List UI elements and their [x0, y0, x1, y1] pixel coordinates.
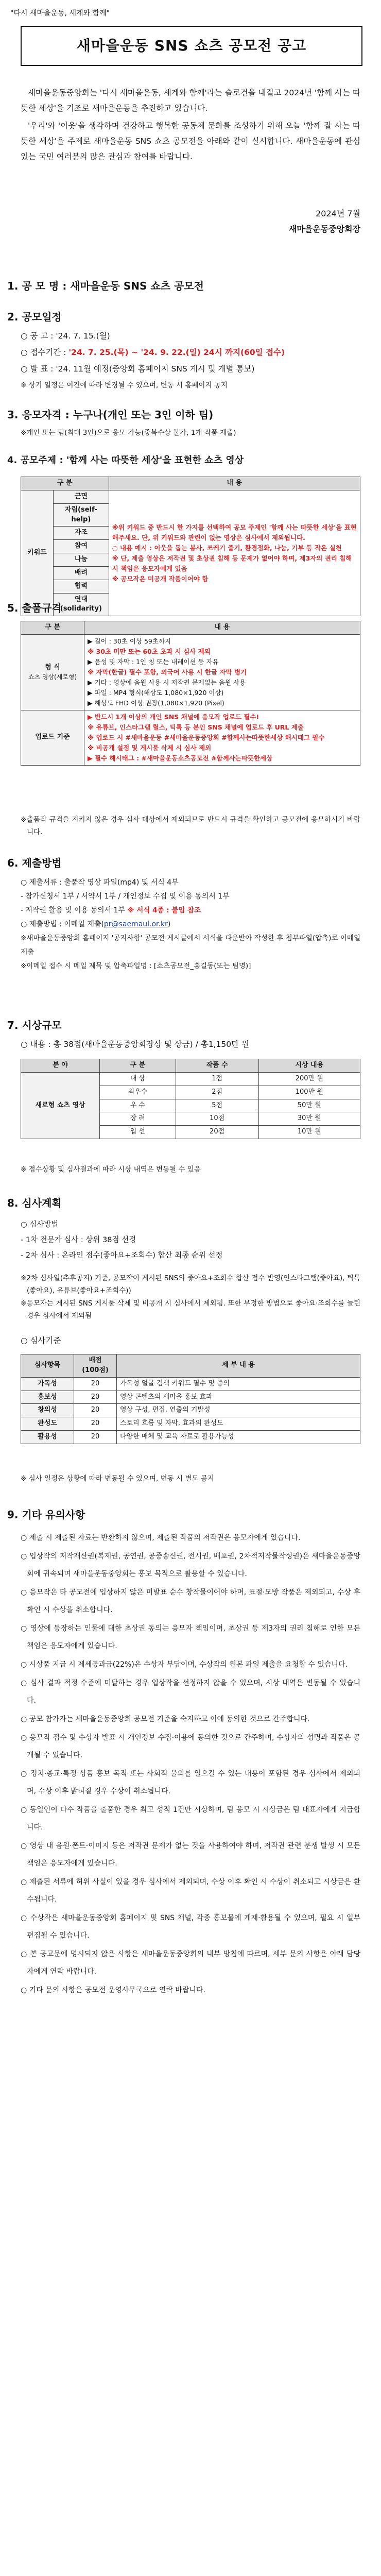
criteria-note: ※ 심사 일정은 상황에 따라 변동될 수 있으며, 변동 시 별도 공지 — [21, 1475, 214, 1483]
schedule-announce: ○ 공 고 : '24. 7. 15.(월) — [21, 331, 110, 341]
format-header-category: 구 분 — [21, 621, 84, 635]
page-title: 새마을운동 SNS 쇼츠 공모전 공고 — [21, 26, 362, 66]
tagline: "다시 새마을운동, 세계와 함께" — [10, 9, 110, 18]
notice-date: 2024년 7월 — [316, 209, 360, 218]
criteria-score: 20 — [74, 1404, 117, 1417]
keyword-cell: 나눔 — [54, 553, 109, 567]
award-table — [21, 1059, 360, 1139]
criteria-score: 20 — [74, 1377, 117, 1391]
note-item: ○ 본 공고문에 명시되지 않은 사항은 새마을운동중앙회의 내부 방침에 따르며, 세부 문의 사항은 아래 담당자에게 연락 바랍니다. — [21, 1950, 360, 1976]
award-count: 5점 — [176, 1099, 258, 1112]
schedule-submission: ○ 접수기간 : '24. 7. 25.(목) ~ '24. 9. 22.(일) 24시 까지(60일 접수) — [21, 348, 285, 357]
award-prize: 100만 원 — [258, 1086, 360, 1099]
criteria-item: 창의성 — [21, 1404, 74, 1417]
submission-note-1: ※새마을운동중앙회 홈페이지 '공지사항' 공모전 게시글에서 서식을 다운받아 작성한 후 첨부파일(압축)로 이메일 제출 — [21, 934, 360, 956]
award-count: 10점 — [176, 1112, 258, 1126]
criteria-detail: 영상 구성, 편집, 연출의 기발성 — [117, 1404, 360, 1417]
award-header: 작품 수 — [176, 1059, 258, 1073]
note-item: ○ 응모작은 타 공모전에 입상하지 않은 미발표 순수 창작물이어야 하며, 표절·모방 작품은 제외되고, 수상 후 확인 시 수상을 취소합니다. — [21, 1588, 360, 1614]
note-item: ○ 영상 내 음원·폰트·이미지 등은 저작권 문제가 없는 것을 사용하여야 하며, 저작권 관련 분쟁 발생 시 모든 책임은 응모자에게 있습니다. — [21, 1842, 360, 1868]
section-8-heading: 8. 심사계획 — [7, 1197, 62, 1209]
section-4-heading: 4. 공모주제 : '함께 사는 따뜻한 세상'을 표현한 쇼츠 영상 — [7, 455, 244, 466]
award-summary: ○ 내용 : 총 38점(새마을운동중앙회장상 및 상금) / 총1,150만 원 — [21, 1040, 249, 1049]
submission-docs-list-1: - 참가신청서 1부 / 서약서 1부 / 개인정보 수집 및 이용 동의서 1부 — [21, 892, 230, 901]
keyword-cell: 자립(self-help) — [54, 503, 109, 527]
criteria-detail: 가독성 얼굴 검색 키워드 필수 및 중의 — [117, 1377, 360, 1391]
note-item: ○ 동일인이 다수 작품을 출품한 경우 최고 성적 1건만 시상하며, 팀 응모 시 시상금은 팀 대표자에게 지급합니다. — [21, 1806, 360, 1832]
award-rank: 입 선 — [100, 1126, 176, 1139]
note-item: ○ 제출된 서류에 허위 사실이 있을 경우 심사에서 제외되며, 수상 이후 확인 시 수상이 취소되고 시상금은 환수됩니다. — [21, 1878, 360, 1904]
eligibility-note: ※개인 또는 팀(최대 3인)으로 응모 가능(중복수상 불가, 1개 작품 제출) — [21, 429, 236, 437]
review-notes: ※2차 심사일(추후공지) 기준, 공모작이 게시된 SNS의 좋아요+조회수 합산 점수 반영(인스타그램(좋아요), 틱톡(좋아요), 유튜브(좋아요+조회수)) ※응모자는 게시된 SNS 게시물 삭제 및 비공개 시 심사에서 제외됨. 또한 부정한 방법으로 좋아요·조회수를 늘린 경우 심사에서 제외됨 — [21, 1274, 360, 1320]
note-item: ○ 영상에 등장하는 인물에 대한 초상권 동의는 응모자 책임이며, 초상권 등 제3자의 권리 침해로 인한 모든 책임은 응모자에게 있습니다. — [21, 1624, 360, 1650]
criteria-score: 20 — [74, 1417, 117, 1431]
format-note: ※출품작 규격을 지키지 않은 경우 심사 대상에서 제외되므로 반드시 규격을 확인하고 공모전에 응모하시기 바랍니다. — [21, 816, 360, 836]
criteria-header: 배점 (100점) — [74, 1354, 117, 1378]
award-header: 구 분 — [100, 1059, 176, 1073]
review-method: ○ 심사방법 - 1차 전문가 심사 : 상위 38점 선정 - 2차 심사 : 온라인 점수(좋아요+조회수) 합산 최종 순위 선정 — [21, 1221, 223, 1260]
submission-details — [21, 876, 360, 973]
format-row-label: 형 식 쇼츠 영상(세로형) — [21, 634, 84, 710]
section-2-heading: 2. 공모일정 — [7, 311, 62, 323]
award-header: 시상 내용 — [258, 1059, 360, 1073]
note-item: ○ 심사 결과 적정 수준에 미달하는 경우 입상작을 선정하지 않을 수 있으며, 시상 내역은 변동될 수 있습니다. — [21, 1679, 360, 1705]
submission-note-2: ※이메일 접수 시 메일 제목 및 압축파일명 : [쇼츠공모전_홍길동(또는 팀명)] — [21, 962, 251, 970]
theme-table — [21, 477, 360, 616]
intro — [21, 85, 360, 164]
notes-list — [21, 1529, 360, 2000]
signature — [289, 206, 360, 237]
note-item: ○ 공모 참가자는 새마을운동중앙회 공모전 기준을 숙지하고 이에 동의한 것으로 간주합니다. — [21, 1715, 310, 1723]
criteria-header: 심사항목 — [21, 1354, 74, 1378]
format-table — [21, 621, 360, 766]
note-item: ○ 정치·종교·특정 상품 홍보 목적 또는 사회적 물의를 일으킬 수 있는 내용이 포함된 경우 심사에서 제외되며, 수상 이후 밝혀질 경우 수상이 취소됩니다. — [21, 1770, 360, 1795]
organization: 새마을운동중앙회장 — [288, 224, 360, 234]
theme-keyword-group: 키워드 — [21, 490, 54, 616]
criteria-item: 가독성 — [21, 1377, 74, 1391]
submission-docs: ○ 제출서류 : 출품작 영상 파일(mp4) 및 서식 4부 — [21, 878, 179, 887]
award-header: 분 야 — [21, 1059, 100, 1073]
criteria-score: 20 — [74, 1391, 117, 1404]
award-rank: 우 수 — [100, 1099, 176, 1112]
award-prize: 200만 원 — [258, 1072, 360, 1086]
section-1-heading: 1. 공 모 명 : 새마을운동 SNS 쇼츠 공모전 — [7, 280, 204, 292]
section-7-heading: 7. 시상규모 — [7, 1019, 62, 1031]
criteria-item: 홍보성 — [21, 1391, 74, 1404]
schedule-result: ○ 발 표 : '24. 11월 예정(중앙회 홈페이지 SNS 게시 및 개별 통보) — [21, 364, 255, 374]
keyword-cell: 배려 — [54, 566, 109, 580]
criteria-detail: 다양한 매체 및 교육 자료로 활용가능성 — [117, 1431, 360, 1444]
award-prize: 30만 원 — [258, 1112, 360, 1126]
submission-method: ○ 제출방법 : 이메일 제출(pr@saemaul.or.kr) — [21, 920, 171, 928]
criteria-item: 활용성 — [21, 1431, 74, 1444]
note-item: ○ 응모작 접수 및 수상자 발표 시 개인정보 수집·이용에 동의한 것으로 간주하며, 수상자의 성명과 작품은 공개될 수 있습니다. — [21, 1734, 360, 1759]
note-item: ○ 제출 시 제출된 자료는 반환하지 않으며, 제출된 작품의 저작권은 응모자에게 있습니다. — [21, 1534, 301, 1542]
keyword-cell: 자조 — [54, 527, 109, 540]
upload-row-label: 업로드 기준 — [21, 710, 84, 765]
criteria-detail: 스토리 흐름 및 자막, 효과의 완성도 — [117, 1417, 360, 1431]
note-item: ○ 시상품 지급 시 제세공과금(22%)은 수상자 부담이며, 수상작의 원본 파일 제출을 요청할 수 있습니다. — [21, 1660, 348, 1669]
criteria-table — [21, 1354, 360, 1444]
theme-header-content: 내 용 — [109, 477, 360, 490]
section-9-heading: 9. 기타 유의사항 — [7, 1509, 85, 1521]
format-row-content: ▶ 길이 : 30초 이상 59초까지 ※ 30초 미만 또는 60초 초과 시 심사 제외 ▶ 음성 및 자막 : 1인 칭 또는 내레이션 등 자유 ※ 자막(한글) 필수 포함, 외국어 사용 시 한글 자막 병기 ▶ 기타 : 영상에 음원 사용 시 저작권 문제없는 음원 사용 ▶ 파일 : MP4 형식(해상도 1,080×1,920 이상) ▶ 해상도 FHD 이상 권장(1,080×1,920 (Pixel) — [84, 634, 360, 710]
keyword-cell: 연대(solidarity) — [54, 593, 109, 616]
intro-paragraph-2: '우리'와 '이웃'을 생각하며 건강하고 행복한 공동체 문화를 조성하기 위해 오늘 '함께 잘 사는 따뜻한 세상'을 주제로 새마을운동 SNS 쇼츠 공모전을 아래와 같이 실시합니다. 새마을운동에 관심 있는 국민 여러분의 많은 관심과 참여를 바랍니다. — [21, 121, 360, 161]
format-header-content: 내 용 — [84, 621, 360, 635]
criteria-score: 20 — [74, 1431, 117, 1444]
keyword-cell: 근면 — [54, 490, 109, 503]
note-item: ○ 수상작은 새마을운동중앙회 홈페이지 및 SNS 채널, 각종 홍보물에 게재·활용될 수 있으며, 필요 시 일부 편집될 수 있습니다. — [21, 1914, 360, 1940]
award-rank: 대 상 — [100, 1072, 176, 1086]
intro-paragraph-1: 새마을운동중앙회는 '다시 새마을운동, 세계와 함께'라는 슬로건을 내걸고 2024년 '함께 사는 따뜻한 세상'을 기조로 새마을운동을 추진하고 있습니다. — [21, 88, 360, 113]
note-item: ○ 입상작의 저작재산권(복제권, 공연권, 공중송신권, 전시권, 배포권, 2차적저작물작성권)은 새마을운동중앙회에 귀속되며 새마을운동중앙회는 홍보 목적으로 활용할 수 있습니다. — [21, 1552, 360, 1578]
review-criteria-title: ○ 심사기준 — [21, 1336, 61, 1345]
award-rank: 장 려 — [100, 1112, 176, 1126]
award-note: ※ 접수상황 및 심사결과에 따라 시상 내역은 변동될 수 있음 — [21, 1165, 201, 1174]
award-prize: 10만 원 — [258, 1126, 360, 1139]
criteria-header: 세 부 내 용 — [117, 1354, 360, 1378]
criteria-item: 완성도 — [21, 1417, 74, 1431]
award-prize: 50만 원 — [258, 1099, 360, 1112]
award-rank: 최우수 — [100, 1086, 176, 1099]
award-count: 20점 — [176, 1126, 258, 1139]
upload-row-content: ▶ 반드시 1개 이상의 개인 SNS 채널에 응모작 업로드 필수! ※ 유튜브, 인스타그램 릴스, 틱톡 등 본인 SNS 채널에 업로드 후 URL 제출 ※ 업로드 시 #새마을운동 #새마을운동중앙회 #함께사는따뜻한세상 해시태그 필수 ※ 비공개 설정 및 게시물 삭제 시 심사 제외 ▶ 필수 해시태그 : #새마을운동쇼츠공모전 #함께사는따뜻한세상 — [84, 710, 360, 765]
award-count: 2점 — [176, 1086, 258, 1099]
keyword-cell: 참여 — [54, 540, 109, 553]
keyword-cell: 협력 — [54, 580, 109, 593]
section-5-heading: 5. 출품규격 — [7, 602, 62, 614]
award-category: 새로형 쇼츠 영상 — [21, 1072, 100, 1139]
submission-docs-list-2: - 저작권 활용 및 이용 동의서 1부 ※ 서식 4종 : 붙임 참조 — [21, 906, 201, 914]
schedule-note: ※ 상기 일정은 여건에 따라 변경될 수 있으며, 변동 시 홈페이지 공지 — [21, 381, 228, 389]
section-3-heading: 3. 응모자격 : 누구나(개인 또는 3인 이하 팀) — [7, 409, 214, 421]
theme-header-category: 구 분 — [21, 477, 109, 490]
criteria-detail: 영상 콘텐츠의 새마을 홍보 효과 — [117, 1391, 360, 1404]
note-item: ○ 기타 문의 사항은 공모전 운영사무국으로 연락 바랍니다. — [21, 1986, 205, 1994]
section-6-heading: 6. 제출방법 — [7, 857, 62, 869]
submission-email-link[interactable]: pr@saemaul.or.kr — [103, 920, 168, 928]
theme-description: ※위 키워드 중 반드시 한 가지를 선택하여 공모 주제인 '함께 사는 따뜻한 세상'을 표현해주세요. 단, 위 키워드와 관련이 없는 영상은 심사에서 제외됩니다. ○ 내용 예시 : 이웃을 돕는 봉사, 쓰레기 줍기, 환경정화, 나눔, 기부 등 작은 실천 ※ 단, 제출 영상은 저작권 및 초상권 침해 등 문제가 없어야 하며, 제3자의 권리 침해 시 책임은 응모자에게 있음 ※ 공모작은 미공개 작품이어야 함 — [109, 490, 360, 616]
award-count: 1점 — [176, 1072, 258, 1086]
